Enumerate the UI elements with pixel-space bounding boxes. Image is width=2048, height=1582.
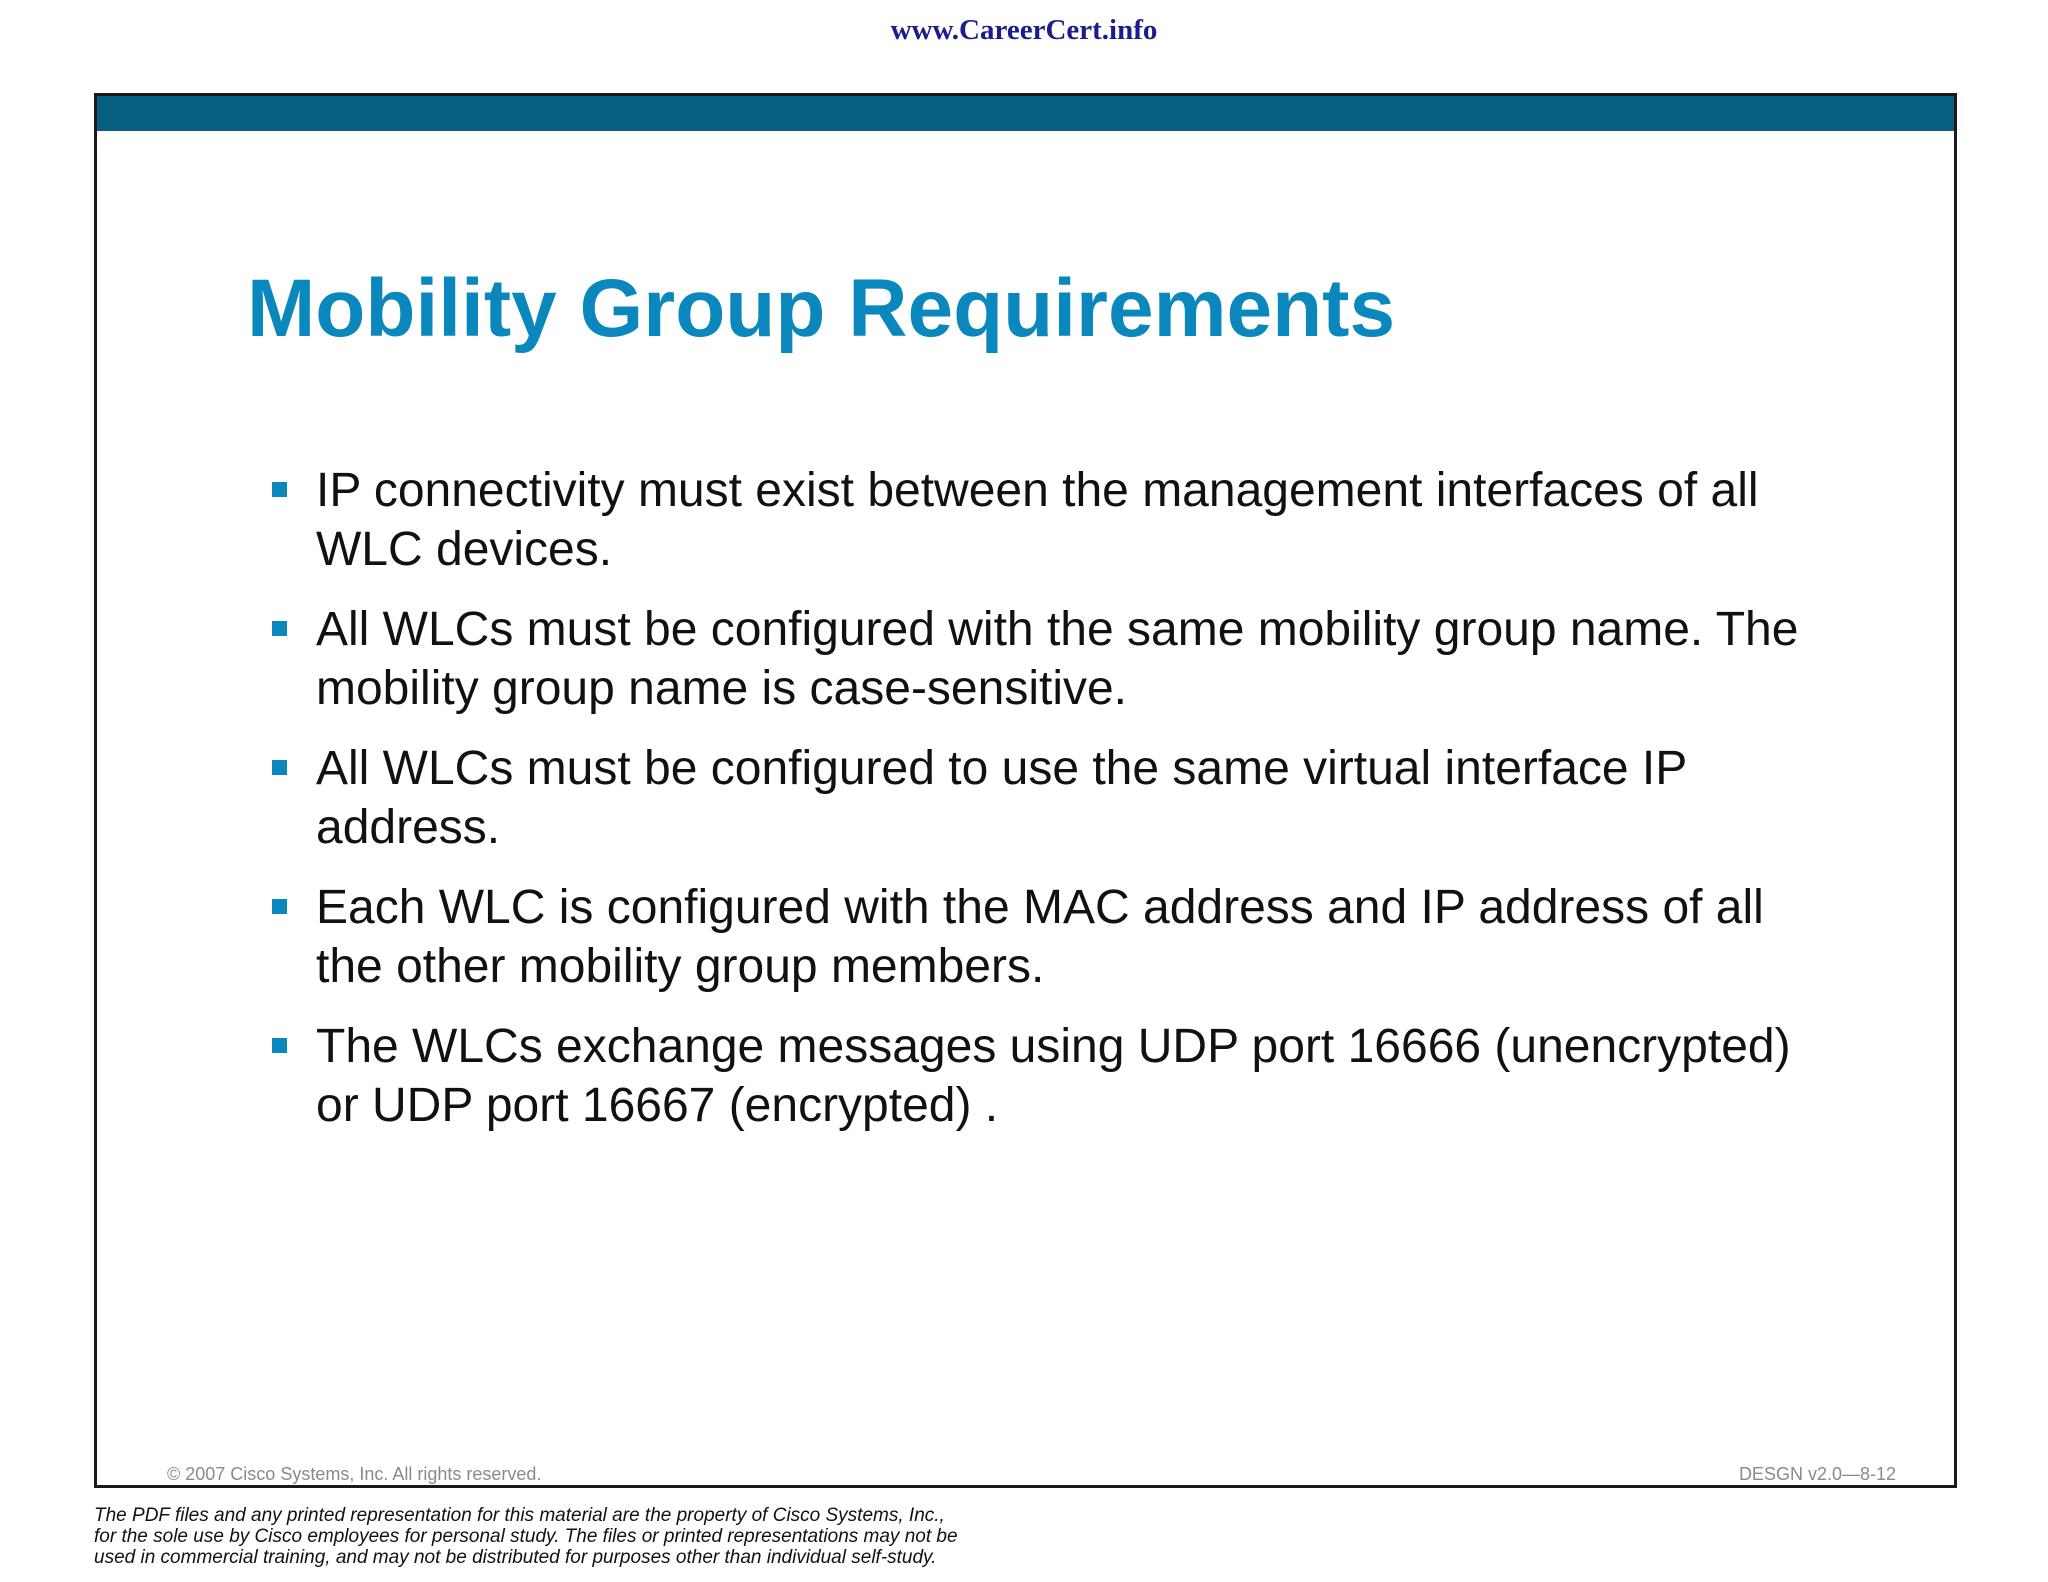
- bullet-item: [272, 461, 1832, 579]
- bullet-text: All WLCs must be configured to use the same virtual interface IP address.: [316, 742, 1687, 854]
- slide-top-bar: [97, 96, 1954, 131]
- disclaimer-line: for the sole use by Cisco employees for personal study. The files or printed representations may not be: [94, 1526, 958, 1547]
- copyright-notice: © 2007 Cisco Systems, Inc. All rights reserved.: [167, 1464, 542, 1484]
- bullet-text: The WLCs exchange messages using UDP port 16666 (unencrypted) or UDP port 16667 (encrypted) .: [316, 1020, 1791, 1132]
- bullet-item: [272, 739, 1832, 857]
- square-bullet-icon: [272, 899, 287, 914]
- bullet-item: [272, 600, 1832, 718]
- site-url-header: www.CareerCert.info: [890, 14, 1158, 46]
- bullet-text: All WLCs must be configured with the same mobility group name. The mobility group name is case-sensitive.: [316, 603, 1799, 715]
- disclaimer: [94, 1505, 1194, 1568]
- bullet-text: Each WLC is configured with the MAC address and IP address of all the other mobility group members.: [316, 881, 1764, 993]
- disclaimer-line: The PDF files and any printed representation for this material are the property of Cisco Systems, Inc.,: [94, 1505, 945, 1526]
- slide-frame: [94, 93, 1957, 1488]
- square-bullet-icon: [272, 482, 287, 497]
- square-bullet-icon: [272, 760, 287, 775]
- disclaimer-line: used in commercial training, and may not be distributed for purposes other than individual self-study.: [94, 1547, 937, 1568]
- bullet-item: [272, 878, 1832, 996]
- square-bullet-icon: [272, 1038, 287, 1053]
- bullet-item: [272, 1017, 1832, 1135]
- square-bullet-icon: [272, 621, 287, 636]
- slide-title: Mobility Group Requirements: [247, 263, 1396, 354]
- bullet-text: IP connectivity must exist between the management interfaces of all WLC devices.: [316, 464, 1759, 576]
- bullet-list: [272, 461, 1832, 1156]
- slide-code: DESGN v2.0—8-12: [1738, 1464, 1896, 1484]
